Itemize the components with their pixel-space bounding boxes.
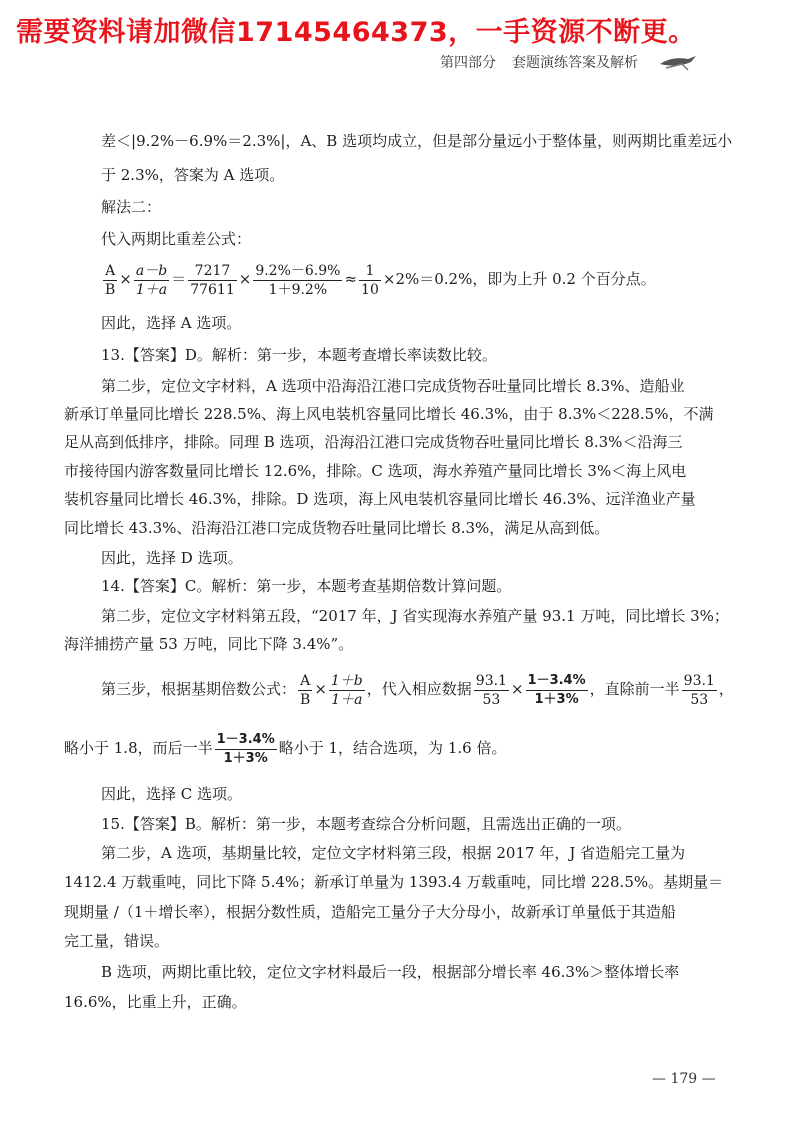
fraction: $\frac{9.2\%-6.9\%}{1+9.2\%}$ — [255, 262, 341, 298]
conclusion: 因此，选择 A 选项。 — [101, 314, 242, 332]
answer-heading: 15.【答案】B。解析：第一步，本题考查综合分析问题，且需选出正确的一项。 — [101, 815, 631, 833]
text-fragment: ，A、B 选项均成立，但是部分量远小于整体量，则两期比重差远小 — [285, 132, 733, 150]
formula-result: ×2%＝0.2%，即为上升 0.2 个百分点。 — [382, 270, 656, 288]
fraction: $\frac{93.1}{53}$ — [683, 672, 715, 708]
fraction: $\frac{1-3.4\%}{1+3\%}$ — [216, 731, 275, 766]
formula-line: $\frac{A}{B}$ × $\frac{a-b}{1+a}$ ＝ $\frac{7217}{77611}$ × $\frac{9.2\%-6.9\%}{1+9.2\%}$ ≈ $\frac{1}{10}$ ×2%＝0.2%，即为上升 0.2 个百分点。 — [105, 262, 656, 298]
paragraph-line: 足从高到低排序，排除。同理 B 选项，沿海沿江港口完成货物吞吐量同比增长 8.3%＜沿海三 — [64, 433, 683, 451]
paragraph-line: 16.6%，比重上升，正确。 — [64, 993, 247, 1011]
paragraph-line: 1412.4 万载重吨，同比下降 5.4%；新承订单量为 1393.4 万载重吨，同比增 228.5%。基期量＝ — [64, 873, 724, 891]
header-part: 第四部分 — [440, 55, 496, 71]
paragraph-line: 第二步，定位文字材料，A 选项中沿海沿江港口完成货物吞吐量同比增长 8.3%、造船业 — [101, 377, 685, 395]
abs-expression: |9.2%－6.9%＝2.3%| — [131, 132, 286, 150]
fraction: $\frac{1-3.4\%}{1+3\%}$ — [527, 672, 586, 707]
answer-heading: 14.【答案】C。解析：第一步，本题考查基期倍数计算问题。 — [101, 577, 512, 595]
fraction: $\frac{a-b}{1+a}$ — [135, 262, 168, 298]
paragraph-line: 完工量，错误。 — [64, 932, 170, 950]
paragraph-line: 现期量 /（1＋增长率），根据分数性质，造船完工量分子大分母小，故新承订单量低于其造船 — [64, 903, 676, 921]
running-header — [440, 52, 638, 72]
paragraph-line: 第二步，定位文字材料第五段，“2017 年，J 省实现海水养殖产量 93.1 万吨，同比增长 3%； — [101, 607, 729, 625]
page-number: — 179 — — [652, 1071, 716, 1087]
fraction: $\frac{A}{B}$ — [105, 262, 116, 298]
paragraph-line: B 选项，两期比重比较，定位文字材料最后一段，根据部分增长率 46.3%＞整体增长率 — [101, 963, 680, 981]
fraction: $\frac{7217}{77611}$ — [190, 262, 235, 298]
formula-intro: 代入两期比重差公式： — [101, 230, 252, 248]
paragraph-line: 第二步，A 选项，基期量比较，定位文字材料第三段，根据 2017 年，J 省造船完工量为 — [101, 844, 686, 862]
fraction: $\frac{A}{B}$ — [300, 672, 311, 708]
answer-heading: 13.【答案】D。解析：第一步，本题考查增长率读数比较。 — [101, 346, 497, 364]
formula-line: 略小于 1.8，而后一半 $\frac{1-3.4\%}{1+3\%}$ 略小于 1，结合选项，为 1.6 倍。 — [64, 731, 507, 766]
paragraph-line: 新承订单量同比增长 228.5%、海上风电装机容量同比增长 46.3%，由于 8.3%＜228.5%，不满 — [64, 405, 714, 423]
paragraph-line: 市接待国内游客数量同比增长 12.6%，排除。C 选项，海水养殖产量同比增长 3%＜海上风电 — [64, 462, 687, 480]
paragraph-line: 同比增长 43.3%、沿海沿江港口完成货物吞吐量同比增长 8.3%，满足从高到低。 — [64, 519, 610, 537]
wechat-contact-banner: 需要资料请加微信17145464373，一手资源不断更。 — [16, 17, 696, 48]
paragraph-line — [101, 131, 732, 151]
conclusion: 因此，选择 D 选项。 — [101, 549, 243, 567]
fraction: $\frac{1+b}{1+a}$ — [330, 672, 363, 708]
paragraph-line: 海洋捕捞产量 53 万吨，同比下降 3.4%”。 — [64, 635, 354, 653]
fraction: $\frac{1}{10}$ — [361, 262, 379, 298]
method-label: 解法二： — [101, 198, 162, 216]
formula-line: 第三步，根据基期倍数公式： $\frac{A}{B}$ × $\frac{1+b}{1+a}$ ，代入相应数据 $\frac{93.1}{53}$ × $\frac{1-3.4\%}{1+3\%}$ ，直除前一半 $\frac{93.1}{53}$ ， — [101, 672, 734, 708]
text-fragment: 差＜ — [101, 132, 132, 150]
paragraph-line: 于 2.3%，答案为 A 选项。 — [101, 166, 285, 184]
header-title: 套题演练答案及解析 — [512, 55, 638, 71]
conclusion: 因此，选择 C 选项。 — [101, 785, 243, 803]
paragraph-line: 装机容量同比增长 46.3%，排除。D 选项，海上风电装机容量同比增长 46.3%、远洋渔业产量 — [64, 490, 696, 508]
fraction: $\frac{93.1}{53}$ — [475, 672, 507, 708]
pen-icon — [658, 50, 698, 74]
